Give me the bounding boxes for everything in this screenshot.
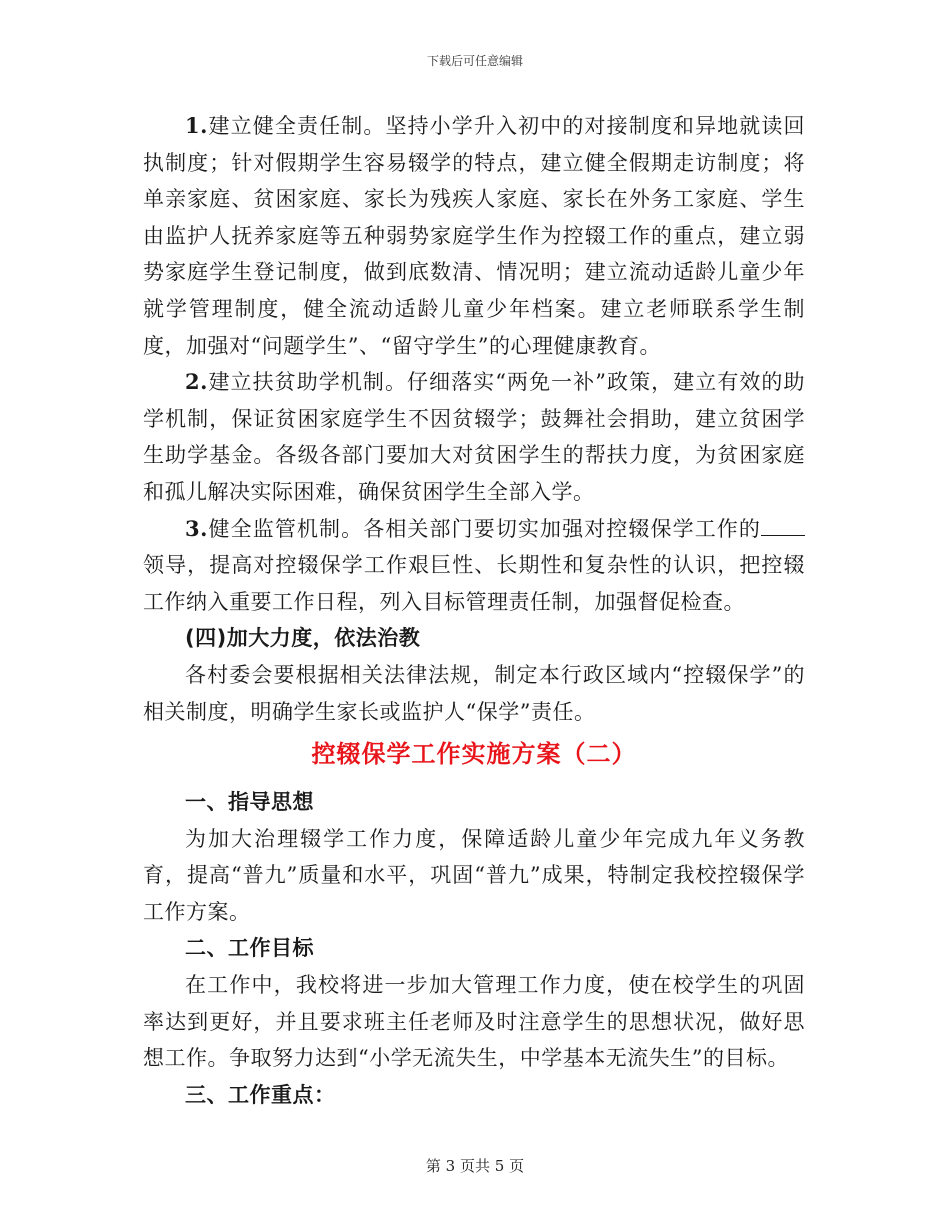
- paragraph-text: 领导，提高对控辍保学工作艰巨性、长期性和复杂性的认识，把控辍工作纳入重要工作日程，列入目标管理责任制，加强督促检查。: [143, 553, 805, 614]
- heading-guiding-thought: 一、指导思想: [185, 790, 314, 815]
- heading-increase-effort: (四)加大力度，依法治教: [185, 626, 421, 651]
- paragraph-village-committee: 各村委会要根据相关法律法规，制定本行政区域内“控辍保学”的相关制度，明确学生家长或监护人“保学”责任。: [143, 662, 805, 724]
- item-number: 2.: [185, 369, 208, 395]
- paragraph-supervision: [143, 511, 805, 621]
- heading-work-goal: 二、工作目标: [185, 936, 314, 961]
- document-body: [143, 108, 805, 1113]
- page-footer: 第 3 页共 5 页: [425, 1157, 525, 1175]
- paragraph-text: 建立扶贫助学机制。仔细落实“两免一补”政策，建立有效的助学机制，保证贫困家庭学生不因贫辍学；鼓舞社会捐助，建立贫困学生助学基金。各级各部门要加大对贫困学生的帮扶力度，为贫困家庭和孤儿解决实际困难，确保贫困学生全部入学。: [143, 370, 805, 504]
- paragraph-poverty-aid: [143, 364, 805, 510]
- paragraph-text: 建立健全责任制。坚持小学升入初中的对接制度和异地就读回执制度；针对假期学生容易辍学的特点，建立健全假期走访制度；将单亲家庭、贫困家庭、家长为残疾人家庭、家长在外务工家庭、学生由监护人抚养家庭等五种弱势家庭学生作为控辍工作的重点，建立弱势家庭学生登记制度，做到底数清、情况明；建立流动适龄儿童少年就学管理制度，健全流动适龄儿童少年档案。建立老师联系学生制度，加强对“问题学生”、“留守学生”的心理健康教育。: [143, 114, 805, 358]
- page-header: 下载后可任意编辑: [426, 54, 523, 68]
- fill-in-blank: [761, 517, 805, 536]
- paragraph-work-goal: 在工作中，我校将进一步加大管理工作力度，使在校学生的巩固率达到更好，并且要求班主任老师及时注意学生的思想状况，做好思想工作。争取努力达到“小学无流失生，中学基本无流失生”的目标。: [143, 973, 805, 1071]
- paragraph-guiding-thought: 为加大治理辍学工作力度，保障适龄儿童少年完成九年义务教育，提高“普九”质量和水平，巩固“普九”成果，特制定我校控辍保学工作方案。: [143, 826, 805, 924]
- heading-work-focus: 三、工作重点：: [185, 1082, 336, 1107]
- item-number: 1.: [185, 113, 208, 138]
- paragraph-responsibility-system: [143, 108, 805, 364]
- paragraph-text: 健全监管机制。各相关部门要切实加强对控辍保学工作的: [207, 516, 761, 541]
- item-number: 3.: [185, 515, 208, 541]
- section-title: 控辍保学工作实施方案（二）: [311, 740, 637, 769]
